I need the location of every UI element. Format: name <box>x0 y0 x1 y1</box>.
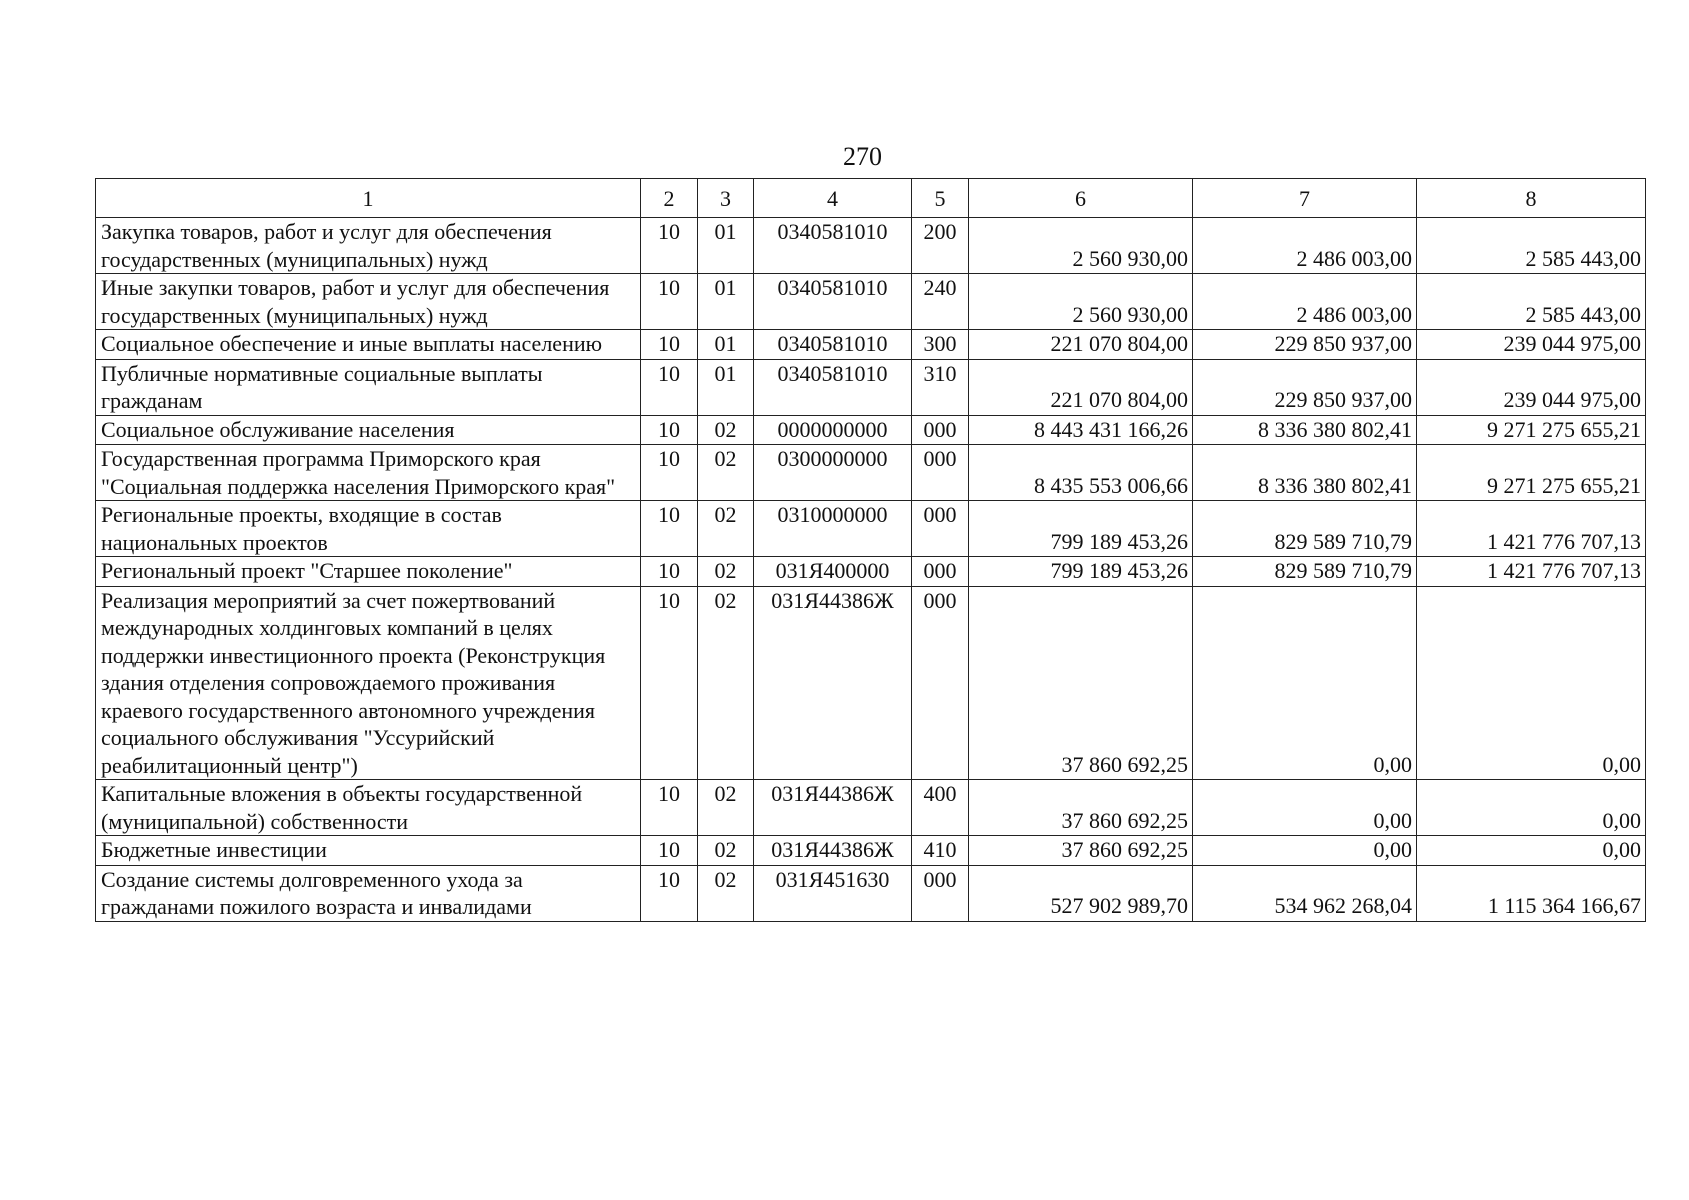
subsection-code: 02 <box>698 780 754 836</box>
expense-type-code: 000 <box>912 586 969 780</box>
amount-year-3: 9 271 275 655,21 <box>1417 445 1646 501</box>
amount-year-2: 0,00 <box>1193 780 1417 836</box>
section-code: 10 <box>641 359 698 415</box>
row-name: Иные закупки товаров, работ и услуг для обеспечения государственных (муниципальных) нужд <box>96 274 641 330</box>
expense-type-code: 000 <box>912 557 969 587</box>
amount-year-1: 37 860 692,25 <box>969 586 1193 780</box>
amount-year-1: 527 902 989,70 <box>969 865 1193 921</box>
table-row <box>96 586 1646 780</box>
column-header-3: 3 <box>698 179 754 218</box>
target-article-code: 0340581010 <box>754 218 912 274</box>
subsection-code: 02 <box>698 865 754 921</box>
target-article-code: 0340581010 <box>754 330 912 360</box>
column-header-2: 2 <box>641 179 698 218</box>
amount-year-1: 799 189 453,26 <box>969 501 1193 557</box>
expense-type-code: 240 <box>912 274 969 330</box>
amount-year-2: 8 336 380 802,41 <box>1193 415 1417 445</box>
amount-year-3: 2 585 443,00 <box>1417 218 1646 274</box>
row-name: Региональные проекты, входящие в состав национальных проектов <box>96 501 641 557</box>
subsection-code: 01 <box>698 274 754 330</box>
column-header-6: 6 <box>969 179 1193 218</box>
row-name: Региональный проект "Старшее поколение" <box>96 557 641 587</box>
table-row <box>96 359 1646 415</box>
amount-year-3: 0,00 <box>1417 780 1646 836</box>
subsection-code: 01 <box>698 359 754 415</box>
expense-type-code: 410 <box>912 836 969 866</box>
amount-year-3: 9 271 275 655,21 <box>1417 415 1646 445</box>
amount-year-1: 221 070 804,00 <box>969 330 1193 360</box>
expense-type-code: 310 <box>912 359 969 415</box>
amount-year-1: 221 070 804,00 <box>969 359 1193 415</box>
column-header-1: 1 <box>96 179 641 218</box>
row-name: Социальное обеспечение и иные выплаты населению <box>96 330 641 360</box>
subsection-code: 02 <box>698 501 754 557</box>
target-article-code: 031Я44386Ж <box>754 836 912 866</box>
amount-year-3: 1 421 776 707,13 <box>1417 501 1646 557</box>
amount-year-2: 829 589 710,79 <box>1193 557 1417 587</box>
amount-year-3: 2 585 443,00 <box>1417 274 1646 330</box>
section-code: 10 <box>641 501 698 557</box>
amount-year-3: 239 044 975,00 <box>1417 330 1646 360</box>
section-code: 10 <box>641 274 698 330</box>
subsection-code: 02 <box>698 586 754 780</box>
table-row <box>96 445 1646 501</box>
target-article-code: 0340581010 <box>754 359 912 415</box>
row-name: Социальное обслуживание населения <box>96 415 641 445</box>
column-header-8: 8 <box>1417 179 1646 218</box>
table-row <box>96 330 1646 360</box>
amount-year-3: 0,00 <box>1417 586 1646 780</box>
section-code: 10 <box>641 557 698 587</box>
column-header-7: 7 <box>1193 179 1417 218</box>
target-article-code: 0310000000 <box>754 501 912 557</box>
budget-table <box>95 178 1646 922</box>
amount-year-2: 0,00 <box>1193 586 1417 780</box>
expense-type-code: 300 <box>912 330 969 360</box>
amount-year-3: 1 115 364 166,67 <box>1417 865 1646 921</box>
table-row <box>96 865 1646 921</box>
column-header-4: 4 <box>754 179 912 218</box>
amount-year-1: 799 189 453,26 <box>969 557 1193 587</box>
page-number: 270 <box>843 142 882 171</box>
amount-year-2: 2 486 003,00 <box>1193 274 1417 330</box>
amount-year-2: 0,00 <box>1193 836 1417 866</box>
target-article-code: 0300000000 <box>754 445 912 501</box>
amount-year-1: 8 435 553 006,66 <box>969 445 1193 501</box>
amount-year-1: 2 560 930,00 <box>969 218 1193 274</box>
table-row <box>96 836 1646 866</box>
subsection-code: 01 <box>698 218 754 274</box>
amount-year-1: 37 860 692,25 <box>969 780 1193 836</box>
section-code: 10 <box>641 415 698 445</box>
column-header-5: 5 <box>912 179 969 218</box>
section-code: 10 <box>641 586 698 780</box>
section-code: 10 <box>641 865 698 921</box>
table-row <box>96 557 1646 587</box>
section-code: 10 <box>641 836 698 866</box>
row-name: Создание системы долговременного ухода за гражданами пожилого возраста и инвалидами <box>96 865 641 921</box>
table-row <box>96 415 1646 445</box>
amount-year-1: 8 443 431 166,26 <box>969 415 1193 445</box>
amount-year-3: 1 421 776 707,13 <box>1417 557 1646 587</box>
expense-type-code: 000 <box>912 415 969 445</box>
amount-year-2: 8 336 380 802,41 <box>1193 445 1417 501</box>
target-article-code: 031Я400000 <box>754 557 912 587</box>
target-article-code: 031Я451630 <box>754 865 912 921</box>
table-row <box>96 274 1646 330</box>
section-code: 10 <box>641 780 698 836</box>
table-row <box>96 218 1646 274</box>
subsection-code: 01 <box>698 330 754 360</box>
expense-type-code: 000 <box>912 865 969 921</box>
row-name: Публичные нормативные социальные выплаты гражданам <box>96 359 641 415</box>
row-name: Закупка товаров, работ и услуг для обеспечения государственных (муниципальных) нужд <box>96 218 641 274</box>
subsection-code: 02 <box>698 445 754 501</box>
section-code: 10 <box>641 330 698 360</box>
amount-year-3: 239 044 975,00 <box>1417 359 1646 415</box>
table-header-row <box>96 179 1646 218</box>
row-name: Государственная программа Приморского края "Социальная поддержка населения Приморского края" <box>96 445 641 501</box>
amount-year-3: 0,00 <box>1417 836 1646 866</box>
amount-year-1: 37 860 692,25 <box>969 836 1193 866</box>
target-article-code: 0340581010 <box>754 274 912 330</box>
amount-year-2: 829 589 710,79 <box>1193 501 1417 557</box>
target-article-code: 031Я44386Ж <box>754 586 912 780</box>
row-name: Капитальные вложения в объекты государственной (муниципальной) собственности <box>96 780 641 836</box>
expense-type-code: 200 <box>912 218 969 274</box>
row-name: Реализация мероприятий за счет пожертвований международных холдинговых компаний в целях поддержки инвестиционного проекта (Реконструкция здания отделения сопровождаемого проживания краевого государственного автономного учреждения социального обслуживания "Уссурийский реабилитационный центр") <box>96 586 641 780</box>
subsection-code: 02 <box>698 557 754 587</box>
target-article-code: 031Я44386Ж <box>754 780 912 836</box>
amount-year-1: 2 560 930,00 <box>969 274 1193 330</box>
subsection-code: 02 <box>698 415 754 445</box>
expense-type-code: 400 <box>912 780 969 836</box>
subsection-code: 02 <box>698 836 754 866</box>
expense-type-code: 000 <box>912 501 969 557</box>
table-row <box>96 780 1646 836</box>
amount-year-2: 229 850 937,00 <box>1193 359 1417 415</box>
section-code: 10 <box>641 218 698 274</box>
amount-year-2: 2 486 003,00 <box>1193 218 1417 274</box>
expense-type-code: 000 <box>912 445 969 501</box>
section-code: 10 <box>641 445 698 501</box>
target-article-code: 0000000000 <box>754 415 912 445</box>
table-row <box>96 501 1646 557</box>
amount-year-2: 534 962 268,04 <box>1193 865 1417 921</box>
amount-year-2: 229 850 937,00 <box>1193 330 1417 360</box>
row-name: Бюджетные инвестиции <box>96 836 641 866</box>
